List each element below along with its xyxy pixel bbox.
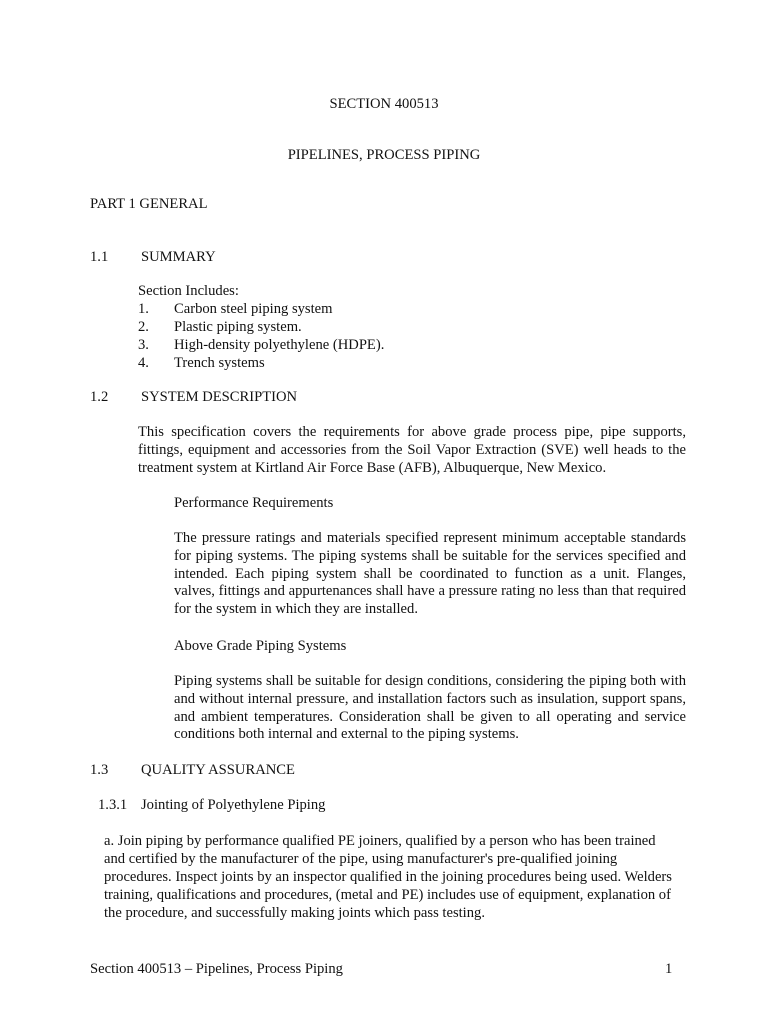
heading-1-1-title: SUMMARY (141, 249, 216, 265)
part-heading: PART 1 GENERAL (90, 196, 208, 212)
paragraph-line: and certified by the manufacturer of the pipe, using manufacturer's pre-qualified joining (104, 851, 618, 867)
paragraph-line: training, qualifications and procedures, (metal and PE) includes use of equipment, explanation of (104, 887, 671, 903)
paragraph-line: the procedure, and successfully making joints which pass testing. (104, 905, 485, 921)
list-item (138, 337, 384, 355)
heading-1-3-number: 1.3 (90, 762, 109, 778)
above-grade-heading: Above Grade Piping Systems (174, 638, 347, 654)
above-grade-paragraph: Piping systems shall be suitable for design conditions, considering the piping both with and without internal pressure, and installation factors such as insulation, support spans, and ambient temperatures. Consideration shall be given to all operating and service conditions both internal and external to the piping systems. (174, 673, 686, 743)
section-name: PIPELINES, PROCESS PIPING (287, 147, 481, 163)
list-item-text: Plastic piping system. (174, 319, 302, 335)
subheading-1-3-1-number: 1.3.1 (98, 797, 128, 813)
list-item-number: 4. (138, 355, 149, 371)
subheading-1-3-1-title: Jointing of Polyethylene Piping (141, 797, 326, 813)
list-item-text: Trench systems (174, 355, 265, 371)
paragraph-line: a. Join piping by performance qualified PE joiners, qualified by a person who has been trained (104, 833, 656, 849)
list-item-text: Carbon steel piping system (174, 301, 333, 317)
list-item (138, 355, 265, 373)
section-title: SECTION 400513 (329, 96, 439, 112)
performance-requirements-paragraph: The pressure ratings and materials specified represent minimum acceptable standards for piping systems. The piping systems shall be suitable for the services specified and intended. Each piping system shall be coordinated to function as a unit. Flanges, valves, fittings and appurtenances shall have a pressure rating no less than that required for the system in which they are installed. (174, 530, 686, 618)
list-item-number: 3. (138, 337, 149, 353)
page-number: 1 (665, 961, 673, 977)
section-includes-label: Section Includes: (138, 283, 239, 299)
paragraph-line: procedures. Inspect joints by an inspector qualified in the joining procedures being used. Welders (104, 869, 672, 885)
performance-requirements-heading: Performance Requirements (174, 495, 334, 511)
list-item-number: 1. (138, 301, 149, 317)
list-item (138, 319, 302, 337)
system-description-paragraph: This specification covers the requirements for above grade process pipe, pipe supports, fittings, equipment and accessories from the Soil Vapor Extraction (SVE) well heads to the treatment system at Kirtland Air Force Base (AFB), Albuquerque, New Mexico. (138, 424, 686, 476)
heading-1-1-number: 1.1 (90, 249, 109, 265)
list-item-text: High-density polyethylene (HDPE). (174, 337, 385, 353)
list-item-number: 2. (138, 319, 149, 335)
heading-1-2-title: SYSTEM DESCRIPTION (141, 389, 298, 405)
heading-1-3-title: QUALITY ASSURANCE (141, 762, 295, 778)
list-item (138, 301, 333, 319)
footer-title: Section 400513 – Pipelines, Process Piping (90, 961, 343, 977)
heading-1-2-number: 1.2 (90, 389, 109, 405)
